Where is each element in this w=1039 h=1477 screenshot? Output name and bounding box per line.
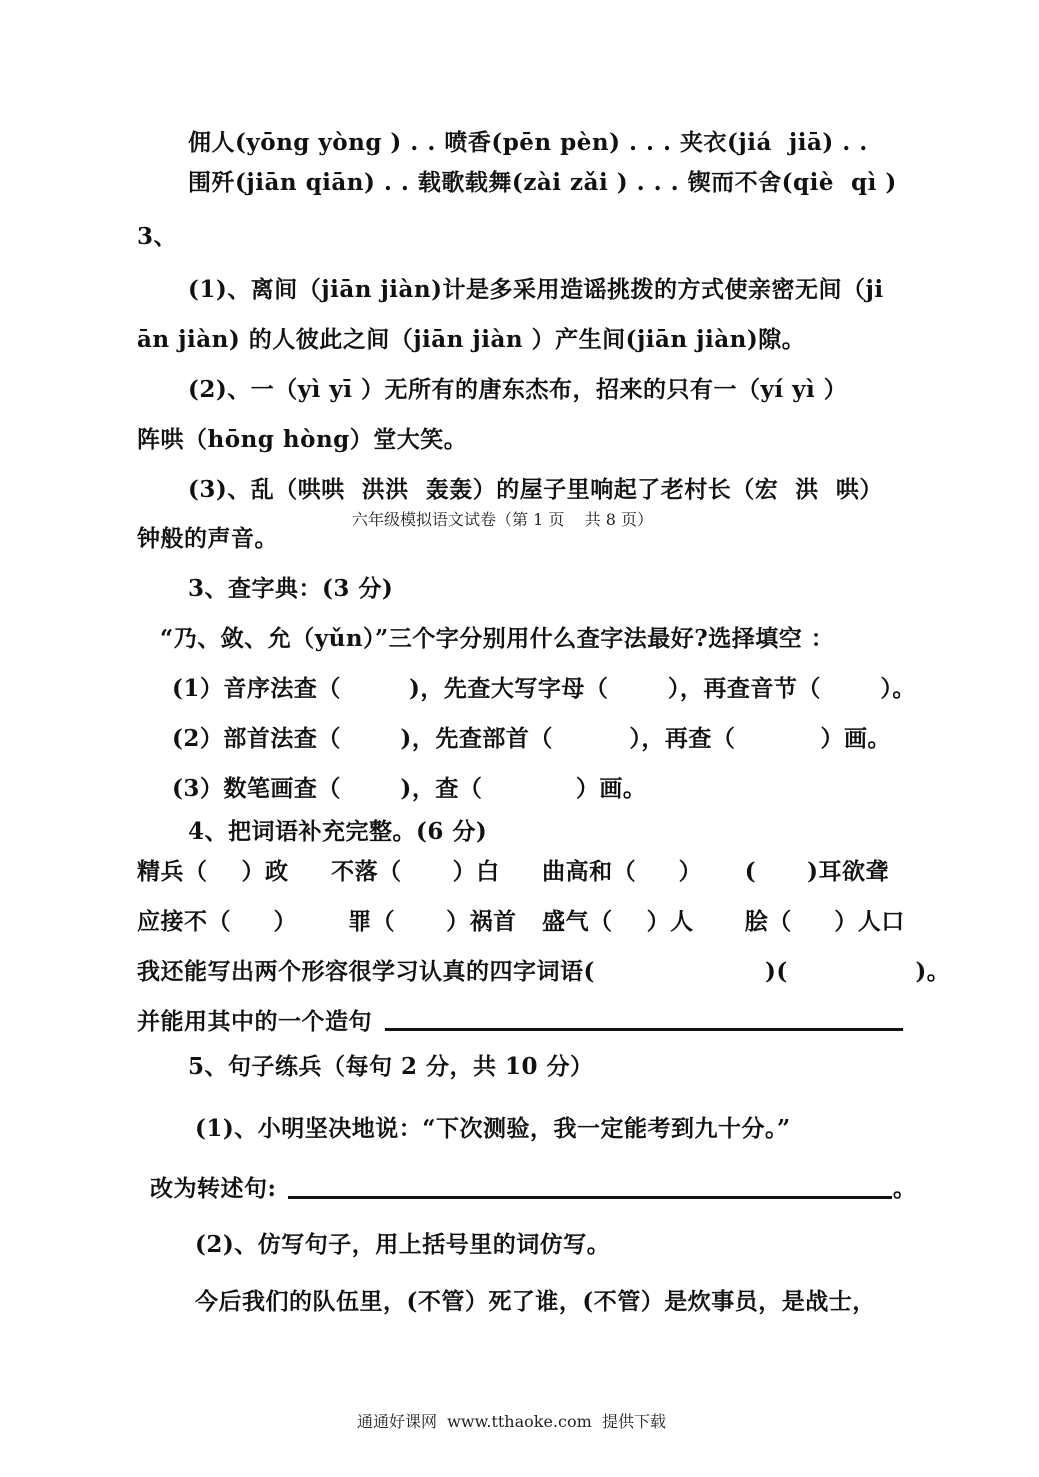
pinyin-line-1: 佣人(yōng yòng ) . . 喷香(pēn pèn) . . . 夹衣(jiá jiā) . . bbox=[188, 129, 868, 156]
indirect-speech-end: 。 bbox=[893, 1175, 917, 1202]
imitation-example: 今后我们的队伍里，(不管）死了谁，(不管）是炊事员，是战士， bbox=[195, 1288, 876, 1315]
dictionary-prompt: “乃、敛、允（yǔn）”三个字分别用什么查字法最好?选择填空 ： bbox=[160, 625, 835, 652]
sentence-item-2: (2)、仿写句子，用上括号里的词仿写。 bbox=[195, 1231, 611, 1258]
indirect-speech-answer-line[interactable] bbox=[288, 1178, 892, 1199]
item-1-line-1: (1)、离间（jiān jiàn)计是多采用造谣挑拨的方式使亲密无间（ji bbox=[188, 276, 884, 303]
words-row-1: 精兵（ ）政 不落（ ）白 曲高和（ ） ( )耳欲聋 bbox=[137, 858, 890, 885]
sentence-item-1: (1)、小明坚决地说：“下次测验，我一定能考到九十分。” bbox=[195, 1115, 791, 1142]
item-3-line-1: (3)、乱（哄哄 洪洪 轰轰）的屋子里响起了老村长（宏 洪 哄） bbox=[188, 476, 883, 503]
page-footer: 六年级模拟语文试卷（第 1 页 共 8 页） bbox=[352, 510, 654, 529]
item-2-line-1: (2)、一（yì yī ）无所有的唐东杰布，招来的只有一（yí yì ） bbox=[188, 376, 848, 403]
item-1-line-2: ān jiàn) 的人彼此之间（jiān jiàn ）产生间(jiān jiàn)隙。 bbox=[137, 326, 806, 353]
dictionary-item-1: (1）音序法查（ )，先查大写字母（ ），再查音节（ ）。 bbox=[172, 675, 916, 702]
dictionary-item-3: (3）数笔画查（ )，查（ ）画。 bbox=[172, 775, 647, 802]
four-char-words-line: 我还能写出两个形容很学习认真的四字词语( )( )。 bbox=[137, 958, 951, 985]
words-row-2: 应接不（ ） 罪（ ）祸首 盛气（ ）人 脍（ ）人口 bbox=[137, 908, 905, 935]
make-sentence-answer-line[interactable] bbox=[385, 1010, 903, 1031]
item-3-line-2: 钟般的声音。 bbox=[137, 525, 278, 552]
site-footer: 通通好课网 www.tthaoke.com 提供下载 bbox=[357, 1412, 666, 1431]
words-heading: 4、把词语补充完整。(6 分) bbox=[188, 818, 488, 845]
pinyin-line-2: 围歼(jiān qiān) . . 载歌载舞(zài zǎi ) . . . 锲而不舍(qiè qì ) bbox=[188, 169, 897, 196]
dictionary-heading: 3、查字典：(3 分) bbox=[188, 575, 394, 602]
item-2-line-2: 阵哄（hōng hòng）堂大笑。 bbox=[137, 426, 468, 453]
sentence-practice-heading: 5、句子练兵（每句 2 分，共 10 分） bbox=[188, 1053, 594, 1080]
dictionary-item-2: (2）部首法查（ )，先查部首（ ），再查（ ）画。 bbox=[172, 725, 891, 752]
indirect-speech-label: 改为转述句: bbox=[150, 1175, 277, 1202]
question-number-3: 3、 bbox=[137, 223, 178, 250]
make-sentence-label: 并能用其中的一个造句 bbox=[137, 1008, 372, 1035]
